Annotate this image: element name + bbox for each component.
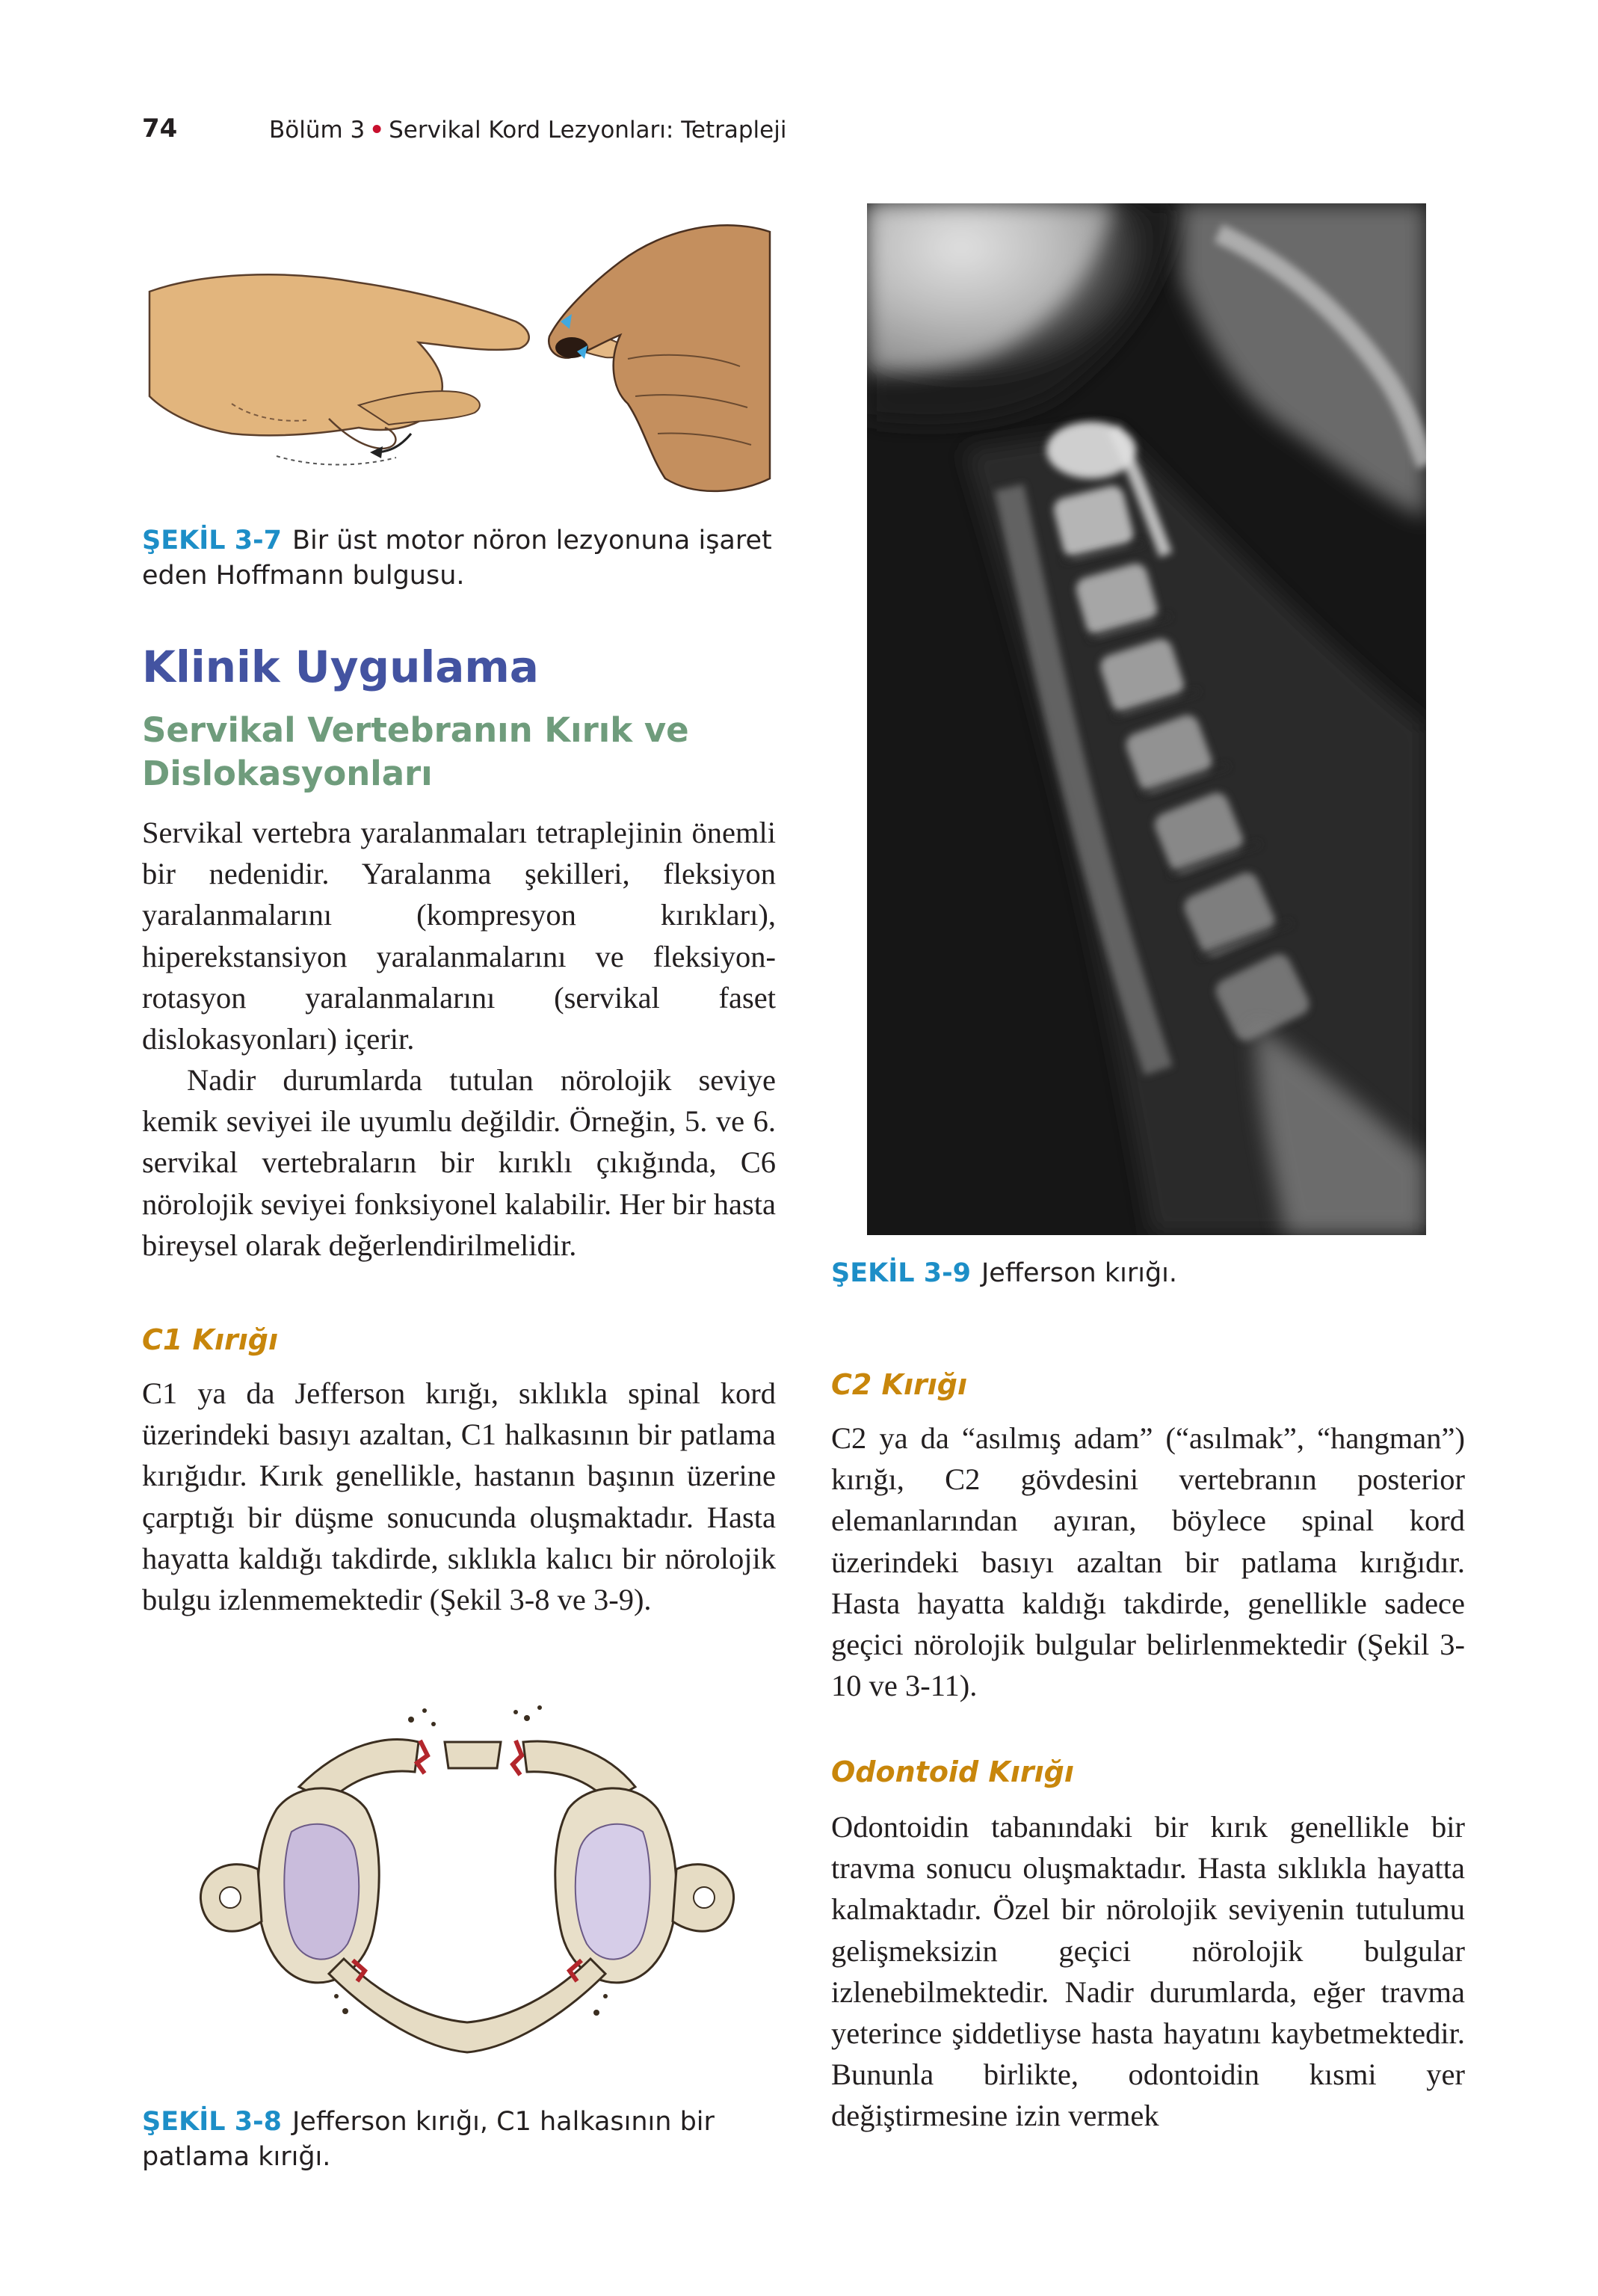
figure-3-7-caption-line2: eden Hoffmann bulgusu.	[142, 561, 465, 591]
neurologic-level-paragraph: Nadir durumlarda tutulan nörolojik seviye kemik seviyei ile uyumlu değildir. Örneğin, 5. ve 6. servikal vertebraların bir kırıklı çıkığında, C6 nörolojik seviyei fonksiyonel kalabilir. Her bir hasta bireysel olarak değerlendirilmelidir.	[142, 1063, 776, 1262]
figure-3-8-caption-line1: Jefferson kırığı, C1 halkasının bir	[291, 2107, 715, 2137]
running-head	[269, 117, 786, 144]
c2-fracture-paragraph: C2 ya da “asılmış adam” (“asılmak”, “hangman”) kırığı, C2 gövdesini vertebranın posterior elemanlarından ayıran, böylece spinal kord üzerindeki basıyı azaltan bir patlama kırığıdır. Hasta hayatta kaldığı takdirde, genellikle sadece geçici nörolojik bulgular belirlenmektedir (Şekil 3-10 ve 3-11).	[831, 1421, 1465, 1703]
odontoid-fracture-heading: Odontoid Kırığı	[831, 1755, 1074, 1788]
chapter-title: Servikal Kord Lezyonları: Tetrapleji	[389, 117, 787, 144]
figure-3-9-caption-text: Jefferson kırığı.	[981, 1258, 1178, 1288]
figure-3-7-caption	[142, 523, 785, 594]
figure-3-8-caption-line2: patlama kırığı.	[142, 2142, 331, 2172]
c2-fracture-heading: C2 Kırığı	[831, 1368, 968, 1401]
intro-paragraph: Servikal vertebra yaralanmaları tetraplejinin önemli bir nedenidir. Yaralanma şekilleri, fleksiyon yaralanmalarını (kompresyon kırıkları), hiperekstansiyon yaralanmalarını ve fleksiyon-rotasyon yaralanmalarını (servikal faset dislokasyonları) içerir.	[142, 816, 776, 1056]
figure-3-9-label: ŞEKİL 3-9	[831, 1258, 971, 1288]
c1-fracture-heading: C1 Kırığı	[142, 1323, 279, 1356]
figure-3-7-caption-line1: Bir üst motor nöron lezyonuna işaret	[291, 526, 772, 555]
cervical-xray-image	[867, 203, 1426, 1235]
page-number: 74	[142, 114, 178, 144]
subsection-heading-line2: Dislokasyonları	[142, 754, 433, 793]
hoffmann-sign-illustration	[142, 209, 777, 501]
figure-3-7-label: ŞEKİL 3-7	[142, 526, 282, 555]
chapter-label: Bölüm 3	[269, 117, 365, 144]
bullet-icon: •	[369, 117, 385, 144]
subsection-heading-line1: Servikal Vertebranın Kırık ve	[142, 710, 689, 750]
figure-3-8-label: ŞEKİL 3-8	[142, 2107, 282, 2137]
c1-atlas-fracture-illustration	[187, 1697, 747, 2078]
section-heading: Klinik Uygulama	[142, 641, 539, 692]
subsection-heading	[142, 709, 740, 795]
odontoid-fracture-paragraph: Odontoidin tabanındaki bir kırık genellikle bir travma sonucu oluşmaktadır. Hasta sıklıkla hayatta kalmaktadır. Özel bir nörolojik seviyenin tutulumu gelişmeksizin geçici nörolojik bulgular izlenebilmektedir. Nadir durumlarda, eğer travma yeterince şiddetliyse hasta hayatını kaybetmektedir. Bununla birlikte, odontoidin kısmi yer değiştirmesine izin vermek	[831, 1810, 1465, 2133]
figure-3-8-caption	[142, 2105, 785, 2175]
c1-fracture-paragraph: C1 ya da Jefferson kırığı, sıklıkla spinal kord üzerindeki basıyı azaltan, C1 halkasının bir patlama kırığıdır. Kırık genellikle, hastanın başının üzerine çarptığı bir düşme sonucunda oluşmaktadır. Hasta hayatta kaldığı takdirde, sıklıkla kalıcı bir nörolojik bulgu izlenmemektedir (Şekil 3-8 ve 3-9).	[142, 1376, 776, 1617]
figure-3-9-caption	[831, 1256, 1466, 1291]
